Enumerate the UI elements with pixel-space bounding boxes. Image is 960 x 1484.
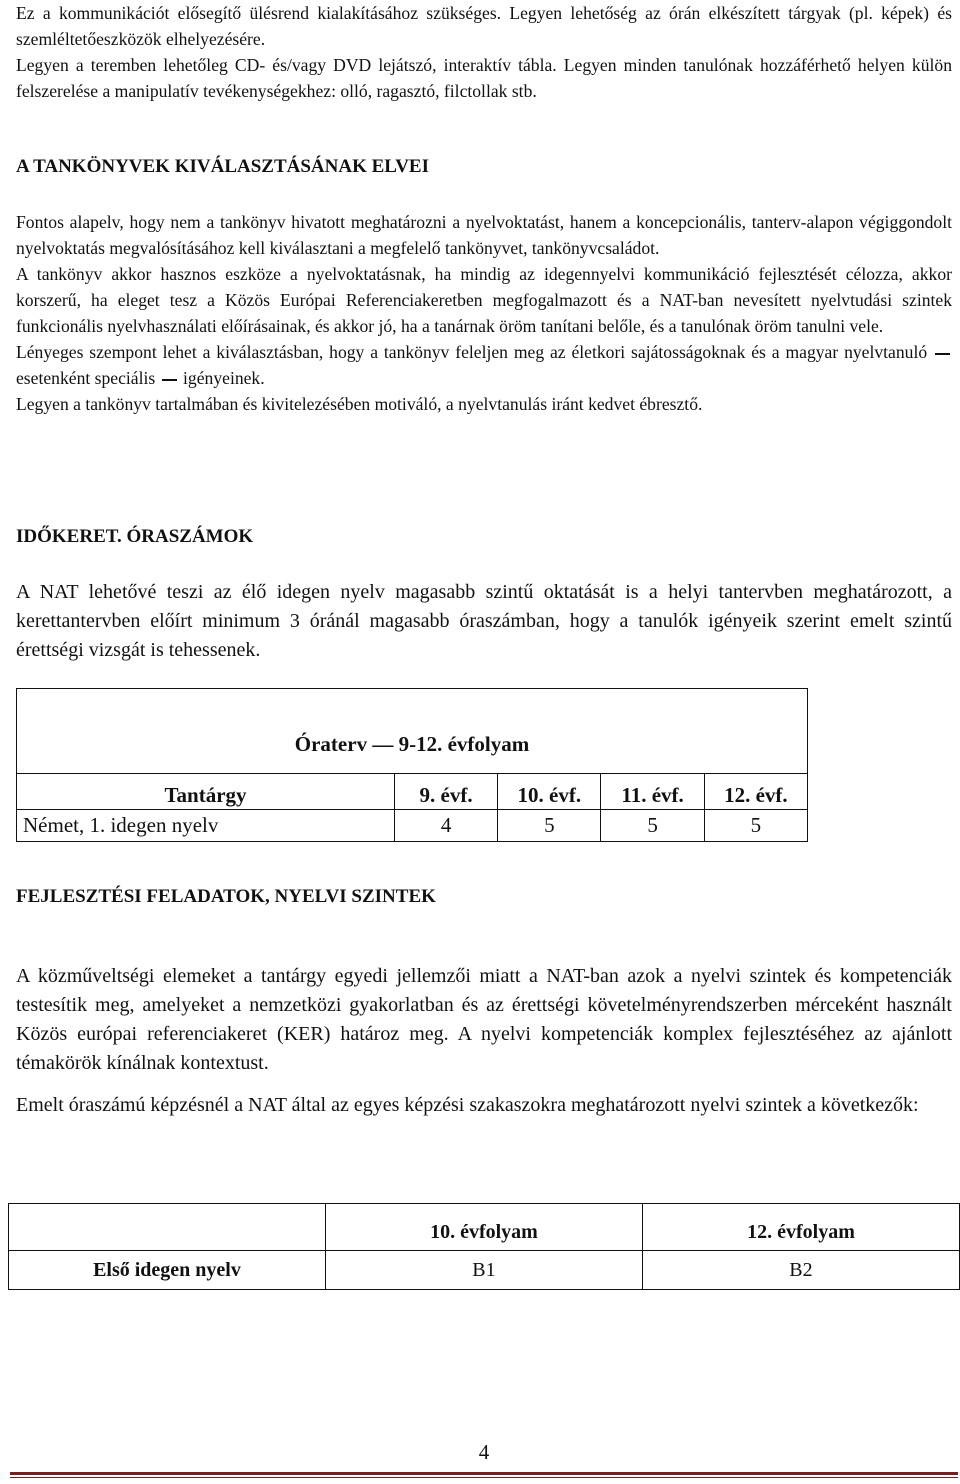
dash-icon [162,379,177,381]
textbooks-paragraph-3-part-a: Lényeges szempont lehet a kiválasztásban, hogy a tankönyv feleljen meg az életkori sajátosságoknak és a magyar nyelvtanuló [16,342,928,362]
lesson-plan-table [16,688,808,842]
timeframe-paragraph: A NAT lehetővé teszi az élő idegen nyelv magasabb szintű oktatását is a helyi tantervben meghatározott, a kerettantervben előírt minimum 3 óránál magasabb óraszámban, hogy a tanulók igényeik szerint emelt szintű érettségi vizsgát is tehessenek. [16,581,952,661]
table-header-subject: Tantárgy [17,774,395,810]
language-levels-table [8,1203,960,1290]
textbooks-paragraph-3-part-b: esetenként speciális [16,368,156,388]
table-cell-grade-11: 5 [601,810,704,842]
table-cell-grade-10: 5 [498,810,601,842]
section-textbooks-body [16,209,952,417]
section-heading-development: FEJLESZTÉSI FELADATOK, NYELVI SZINTEK [16,886,436,907]
levels-header-grade-10: 10. évfolyam [325,1204,642,1251]
levels-header-empty [9,1204,326,1251]
textbooks-paragraph-3 [16,339,952,391]
development-paragraph-1: A közműveltségi elemeket a tantárgy egyedi jellemzői miatt a NAT-ban azok a nyelvi szintek és kompetenciák testesítik meg, amelyeket a nemzetközi gyakorlatban és az érettségi követelményrendszerben mérceként használt Közös európai referenciakeret (KER) határoz meg. A nyelvi kompetenciák komplex fejlesztéséhez az ajánlott témakörök kínálnak kontextust. [16,965,952,1074]
table-header-grade-12: 12. évf. [704,774,807,810]
section-development-body [16,962,952,1120]
footer-divider-thin [10,1477,958,1478]
textbooks-paragraph-3-part-c: igényeinek. [183,368,265,388]
lesson-plan-title: Óraterv — 9-12. évfolyam [17,689,808,774]
levels-cell-grade-10: B1 [325,1251,642,1290]
intro-paragraph-2: Legyen a teremben lehetőleg CD- és/vagy DVD lejátszó, interaktív tábla. Legyen minden tanulónak hozzáférhető helyen külön felszerelése a manipulatív tevékenységekhez: olló, ragasztó, filctollak stb. [16,55,952,101]
development-paragraph-2: Emelt óraszámú képzésnél a NAT által az egyes képzési szakaszokra meghatározott nyelvi szintek a következők: [16,1094,919,1116]
table-header-grade-10: 10. évf. [498,774,601,810]
table-cell-grade-12: 5 [704,810,807,842]
textbooks-paragraph-2: A tankönyv akkor hasznos eszköze a nyelvoktatásnak, ha mindig az idegennyelvi kommunikáció fejlesztését célozza, akkor korszerű, ha eleget tesz a Közös Európai Referenciakeretben megfogalmazott és a NAT-ban nevesített nyelvtudási szintek funkcionális nyelvhasználati előírásainak, és akkor jó, ha a tanárnak öröm tanítani belőle, és a tanulónak öröm tanulni vele. [16,264,952,336]
dash-icon [935,353,950,355]
footer-divider [10,1472,958,1475]
levels-cell-grade-12: B2 [642,1251,959,1290]
table-cell-grade-9: 4 [394,810,497,842]
table-header-grade-11: 11. évf. [601,774,704,810]
levels-cell-language: Első idegen nyelv [9,1251,326,1290]
levels-header-grade-12: 12. évfolyam [642,1204,959,1251]
table-row [17,810,808,842]
section-heading-textbooks: A TANKÖNYVEK KIVÁLASZTÁSÁNAK ELVEI [16,156,429,177]
table-row [9,1251,960,1290]
table-cell-subject: Német, 1. idegen nyelv [17,810,395,842]
textbooks-paragraph-4: Legyen a tankönyv tartalmában és kivitelezésében motiváló, a nyelvtanulás iránt kedvet ébresztő. [16,394,703,414]
section-heading-timeframe: IDŐKERET. ÓRASZÁMOK [16,526,254,547]
page-number: 4 [478,1440,490,1464]
intro-paragraph-1: Ez a kommunikációt elősegítő ülésrend kialakításához szükséges. Legyen lehetőség az órán elkészített tárgyak (pl. képek) és szemléltetőeszközök elhelyezésére. [16,3,952,49]
textbooks-paragraph-1: Fontos alapelv, hogy nem a tankönyv hivatott meghatározni a nyelvoktatást, hanem a koncepcionális, tanterv-alapon végiggondolt nyelvoktatás megvalósításához kell kiválasztani a megfelelő tankönyvet, tankönyvcsaládot. [16,212,952,258]
table-header-grade-9: 9. évf. [394,774,497,810]
